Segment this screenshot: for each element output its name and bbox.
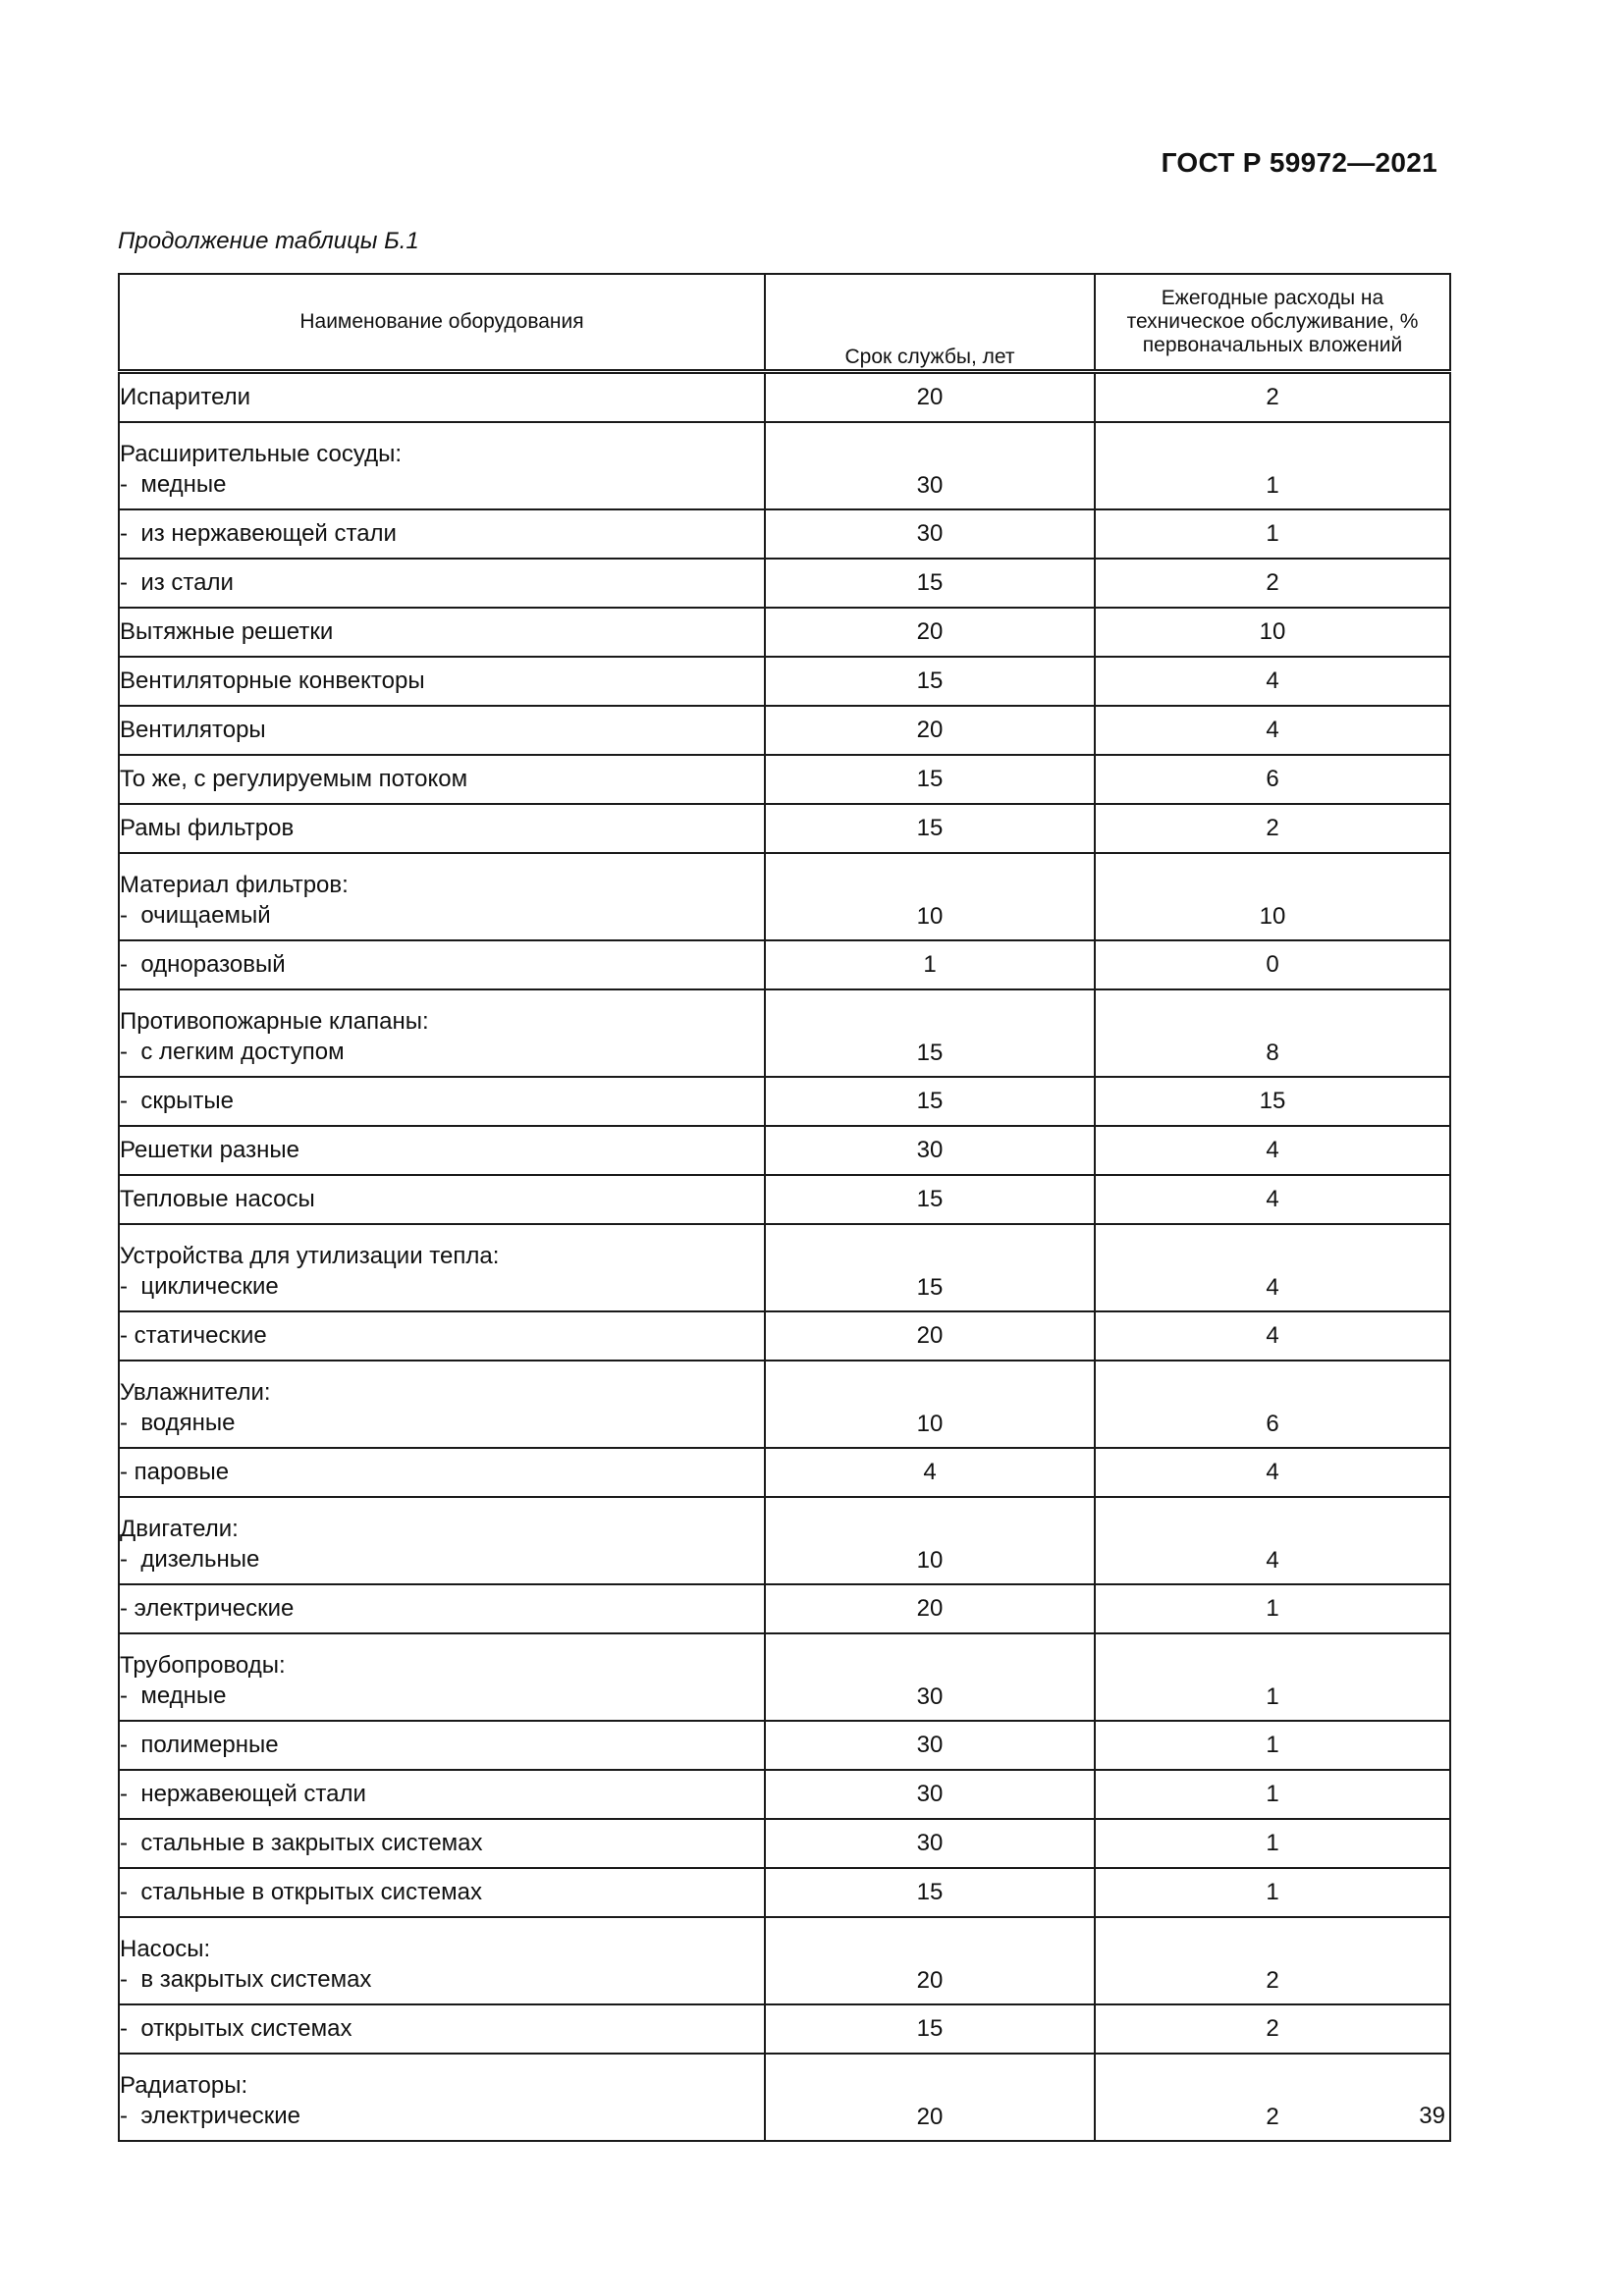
service-life-cell: 15 [765, 559, 1095, 608]
maintenance-cost-cell: 4 [1095, 706, 1450, 755]
column-header-name: Наименование оборудования [119, 274, 765, 372]
equipment-name-cell [119, 1126, 765, 1175]
maintenance-cost-cell: 4 [1095, 657, 1450, 706]
equipment-name-line: - одноразовый [120, 951, 286, 978]
equipment-name-line: Решетки разные [120, 1137, 299, 1163]
equipment-name-cell [119, 1448, 765, 1497]
equipment-name-line: - очищаемый [120, 902, 271, 929]
equipment-name-line: - из нержавеющей стали [120, 520, 397, 547]
equipment-name-line: Увлажнители: [120, 1379, 271, 1406]
table-row [119, 1361, 1450, 1448]
service-life-cell: 20 [765, 706, 1095, 755]
equipment-name-line: Рамы фильтров [120, 815, 295, 841]
service-life-cell: 20 [765, 2054, 1095, 2141]
equipment-name-line: - нержавеющей стали [120, 1781, 366, 1807]
table-row [119, 559, 1450, 608]
table-row [119, 1077, 1450, 1126]
table-row [119, 1917, 1450, 2004]
table-row [119, 509, 1450, 559]
equipment-name-cell [119, 1584, 765, 1633]
document-code: ГОСТ Р 59972—2021 [1161, 147, 1437, 178]
service-life-cell: 15 [765, 2004, 1095, 2054]
service-life-cell: 1 [765, 940, 1095, 989]
service-life-cell: 15 [765, 657, 1095, 706]
service-life-cell: 30 [765, 1721, 1095, 1770]
equipment-name-cell [119, 1633, 765, 1721]
service-life-cell: 30 [765, 422, 1095, 509]
equipment-name-cell [119, 706, 765, 755]
equipment-name-cell [119, 657, 765, 706]
service-life-cell: 30 [765, 1126, 1095, 1175]
equipment-name-line: - электрические [120, 1595, 295, 1622]
service-life-cell: 10 [765, 853, 1095, 940]
equipment-name-cell [119, 755, 765, 804]
equipment-name-cell [119, 1224, 765, 1311]
table-row [119, 1311, 1450, 1361]
equipment-name-cell [119, 1770, 765, 1819]
service-life-cell: 20 [765, 1917, 1095, 2004]
equipment-name-cell [119, 1917, 765, 2004]
equipment-name-line: Двигатели: [120, 1516, 239, 1542]
table-row [119, 853, 1450, 940]
table-row [119, 372, 1450, 423]
maintenance-cost-cell: 6 [1095, 1361, 1450, 1448]
equipment-name-line: - статические [120, 1322, 267, 1349]
equipment-name-cell [119, 1175, 765, 1224]
equipment-name-cell [119, 853, 765, 940]
equipment-name-line: Тепловые насосы [120, 1186, 315, 1212]
equipment-name-line: - паровые [120, 1459, 230, 1485]
service-life-cell: 20 [765, 372, 1095, 423]
table-row [119, 608, 1450, 657]
table-row [119, 804, 1450, 853]
service-life-cell: 10 [765, 1497, 1095, 1584]
equipment-name-cell [119, 2004, 765, 2054]
table-row [119, 940, 1450, 989]
equipment-name-line: Противопожарные клапаны: [120, 1008, 429, 1035]
equipment-name-line: Вентиляторы [120, 717, 266, 743]
equipment-name-cell [119, 372, 765, 423]
table-row [119, 1497, 1450, 1584]
equipment-name-line: То же, с регулируемым потоком [120, 766, 468, 792]
service-life-cell: 15 [765, 1175, 1095, 1224]
equipment-name-line: Радиаторы: [120, 2072, 248, 2099]
table-body [119, 372, 1450, 2142]
service-life-cell: 30 [765, 1819, 1095, 1868]
maintenance-cost-cell: 1 [1095, 509, 1450, 559]
table-row [119, 1584, 1450, 1633]
maintenance-cost-cell: 4 [1095, 1448, 1450, 1497]
table-row [119, 2004, 1450, 2054]
service-life-cell: 15 [765, 1868, 1095, 1917]
maintenance-cost-cell: 2 [1095, 2054, 1450, 2141]
equipment-name-cell [119, 1311, 765, 1361]
table-row [119, 2054, 1450, 2141]
equipment-table [118, 273, 1451, 2142]
equipment-name-cell [119, 940, 765, 989]
service-life-cell: 20 [765, 608, 1095, 657]
table-row [119, 422, 1450, 509]
equipment-name-line: - скрытые [120, 1088, 235, 1114]
equipment-name-line: - медные [120, 1682, 227, 1709]
service-life-cell: 15 [765, 1077, 1095, 1126]
table-row [119, 657, 1450, 706]
maintenance-cost-cell: 0 [1095, 940, 1450, 989]
equipment-name-line: - стальные в закрытых системах [120, 1830, 483, 1856]
maintenance-cost-cell: 1 [1095, 1721, 1450, 1770]
equipment-name-line: - циклические [120, 1273, 279, 1300]
equipment-name-line: - из стали [120, 569, 234, 596]
equipment-name-cell [119, 1077, 765, 1126]
table-row [119, 1448, 1450, 1497]
column-header-maintenance [1095, 274, 1450, 372]
equipment-name-line: Насосы: [120, 1936, 211, 1962]
equipment-name-line: - полимерные [120, 1732, 279, 1758]
equipment-name-line: Испарители [120, 384, 251, 410]
maintenance-cost-cell: 2 [1095, 559, 1450, 608]
table-row [119, 1721, 1450, 1770]
table-row [119, 755, 1450, 804]
table-row [119, 706, 1450, 755]
table-caption: Продолжение таблицы Б.1 [118, 228, 419, 254]
column-header-maintenance-line: техническое обслуживание, % [1126, 310, 1419, 333]
table-row [119, 1126, 1450, 1175]
equipment-name-line: - дизельные [120, 1546, 260, 1573]
equipment-name-cell [119, 608, 765, 657]
service-life-cell: 15 [765, 755, 1095, 804]
equipment-name-cell [119, 422, 765, 509]
maintenance-cost-cell: 2 [1095, 372, 1450, 423]
table-row [119, 989, 1450, 1077]
equipment-name-line: - с легким доступом [120, 1039, 345, 1065]
service-life-cell: 30 [765, 509, 1095, 559]
table-row [119, 1868, 1450, 1917]
equipment-name-line: Трубопроводы: [120, 1652, 286, 1679]
maintenance-cost-cell: 4 [1095, 1224, 1450, 1311]
service-life-cell: 15 [765, 989, 1095, 1077]
maintenance-cost-cell: 4 [1095, 1175, 1450, 1224]
column-header-maintenance-line: Ежегодные расходы на [1161, 287, 1384, 309]
maintenance-cost-cell: 1 [1095, 422, 1450, 509]
table-row [119, 1224, 1450, 1311]
maintenance-cost-cell: 4 [1095, 1126, 1450, 1175]
maintenance-cost-cell: 10 [1095, 608, 1450, 657]
equipment-name-cell [119, 559, 765, 608]
maintenance-cost-cell: 1 [1095, 1633, 1450, 1721]
service-life-cell: 15 [765, 804, 1095, 853]
equipment-name-line: Материал фильтров: [120, 872, 349, 898]
service-life-cell: 20 [765, 1584, 1095, 1633]
equipment-name-line: - водяные [120, 1410, 236, 1436]
equipment-name-line: Вентиляторные конвекторы [120, 667, 425, 694]
column-header-service-life: Срок службы, лет [765, 274, 1095, 372]
maintenance-cost-cell: 2 [1095, 1917, 1450, 2004]
maintenance-cost-cell: 4 [1095, 1311, 1450, 1361]
equipment-name-cell [119, 1721, 765, 1770]
maintenance-cost-cell: 1 [1095, 1770, 1450, 1819]
maintenance-cost-cell: 4 [1095, 1497, 1450, 1584]
equipment-name-cell [119, 1819, 765, 1868]
equipment-name-cell [119, 2054, 765, 2141]
equipment-name-cell [119, 509, 765, 559]
equipment-name-line: - медные [120, 471, 227, 498]
service-life-cell: 30 [765, 1633, 1095, 1721]
service-life-cell: 30 [765, 1770, 1095, 1819]
equipment-name-line: Вытяжные решетки [120, 618, 334, 645]
maintenance-cost-cell: 1 [1095, 1868, 1450, 1917]
service-life-cell: 20 [765, 1311, 1095, 1361]
maintenance-cost-cell: 15 [1095, 1077, 1450, 1126]
column-header-maintenance-line: первоначальных вложений [1142, 334, 1403, 356]
equipment-name-line: - в закрытых системах [120, 1966, 372, 1993]
table-row [119, 1633, 1450, 1721]
maintenance-cost-cell: 10 [1095, 853, 1450, 940]
equipment-name-line: - стальные в открытых системах [120, 1879, 482, 1905]
equipment-name-cell [119, 804, 765, 853]
maintenance-cost-cell: 6 [1095, 755, 1450, 804]
equipment-name-cell [119, 989, 765, 1077]
equipment-name-cell [119, 1361, 765, 1448]
table-row [119, 1770, 1450, 1819]
maintenance-cost-cell: 2 [1095, 804, 1450, 853]
page-number: 39 [1419, 2103, 1445, 2129]
equipment-name-cell [119, 1497, 765, 1584]
equipment-name-line: Расширительные сосуды: [120, 441, 403, 467]
equipment-name-line: - открытых системах [120, 2015, 352, 2042]
equipment-name-cell [119, 1868, 765, 1917]
table-row [119, 1819, 1450, 1868]
maintenance-cost-cell: 1 [1095, 1584, 1450, 1633]
maintenance-cost-cell: 2 [1095, 2004, 1450, 2054]
service-life-cell: 15 [765, 1224, 1095, 1311]
equipment-name-line: - электрические [120, 2103, 301, 2129]
maintenance-cost-cell: 8 [1095, 989, 1450, 1077]
table-header-row [119, 274, 1450, 372]
equipment-name-line: Устройства для утилизации тепла: [120, 1243, 500, 1269]
service-life-cell: 4 [765, 1448, 1095, 1497]
service-life-cell: 10 [765, 1361, 1095, 1448]
table-row [119, 1175, 1450, 1224]
maintenance-cost-cell: 1 [1095, 1819, 1450, 1868]
